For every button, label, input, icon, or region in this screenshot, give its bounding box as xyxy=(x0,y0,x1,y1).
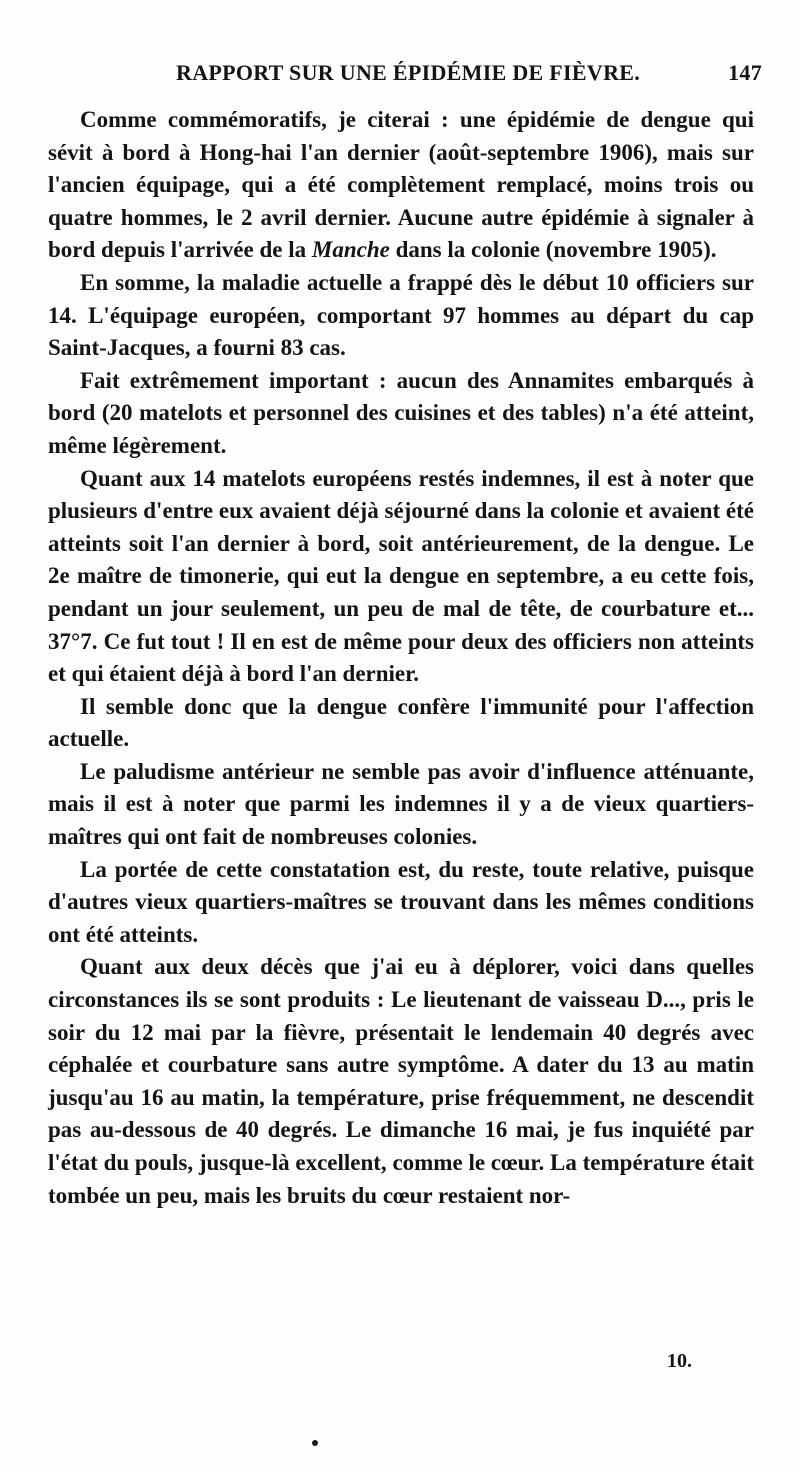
page-number: 147 xyxy=(728,60,762,85)
signature-mark: 10. xyxy=(667,1350,692,1372)
paragraph-text: Comme commémoratifs, je citerai : une épidémie de dengue qui sévit à bord à Hong-hai l'an dernier (août-septembre 1906), mais sur l'ancien équipage, qui a été complètement remplacé, moins trois ou quatre hommes, le 2 avril dernier. Aucune autre épidémie à signaler à bord depuis l'arrivée de la xyxy=(48,107,754,263)
paragraph-en-somme: En somme, la maladie actuelle a frappé dès le début 10 officiers sur 14. L'équipage européen, comportant 97 hommes au départ du cap Saint-Jacques, a fourni 83 cas. xyxy=(48,269,754,361)
running-head: RAPPORT SUR UNE ÉPIDÉMIE DE FIÈVRE. xyxy=(176,60,641,85)
paragraph-portee: La portée de cette constatation est, du reste, toute relative, puisque d'autres vieux quartiers-maîtres se trouvant dans les mêmes conditions ont été atteints. xyxy=(48,856,754,947)
paragraph-deces: Quant aux deux décès que j'ai eu à déplorer, voici dans quelles circonstances ils se sont produits : Le lieutenant de vaisseau D..., pris le soir du 12 mai par la fièvre, présentait le lendemain 40 degrés avec céphalée et courbature sans autre symptôme. A dater du 13 au matin jusqu'au 16 au matin, la température, prise fréquemment, ne descendit pas au-dessous de 40 degrés. Le dimanche 16 mai, je fus inquiété par l'état du pouls, jusque-là excellent, comme le cœur. La température était tombée un peu, mais les bruits du cœur restaient nor- xyxy=(48,954,754,1208)
ship-name: Manche xyxy=(311,237,390,263)
paragraph-annamites: Fait extrêmement important : aucun des Annamites embarqués à bord (20 matelots et personnel des cuisines et des tables) n'a été atteint, même légèrement. xyxy=(48,367,754,458)
paragraph-indemnes: Quant aux 14 matelots européens restés indemnes, il est à noter que plusieurs d'entre eux avaient déjà séjourné dans la colonie et avaient été atteints soit l'an dernier à bord, soit antérieurement, de la dengue. Le 2e maître de timonerie, qui eut la dengue en septembre, a eu cette fois, pendant un jour seulement, un peu de mal de tête, de courbature et... 37°7. Ce fut tout ! Il en est de même pour deux des officiers non atteints et qui étaient déjà à bord l'an dernier. xyxy=(48,465,754,687)
paragraph-immunite: Il semble donc que la dengue confère l'immunité pour l'affection actuelle. xyxy=(48,693,754,752)
ink-dot xyxy=(312,1440,318,1446)
page-header xyxy=(48,60,762,94)
paragraph-text: dans la colonie (novembre 1905). xyxy=(389,237,717,263)
paragraph-paludisme: Le paludisme antérieur ne semble pas avoir d'influence atténuante, mais il est à noter que parmi les indemnes il y a de vieux quartiers-maîtres qui ont fait de nombreuses colonies. xyxy=(48,758,754,850)
body-text xyxy=(48,104,754,1212)
paragraph-commemoratifs xyxy=(48,104,754,267)
